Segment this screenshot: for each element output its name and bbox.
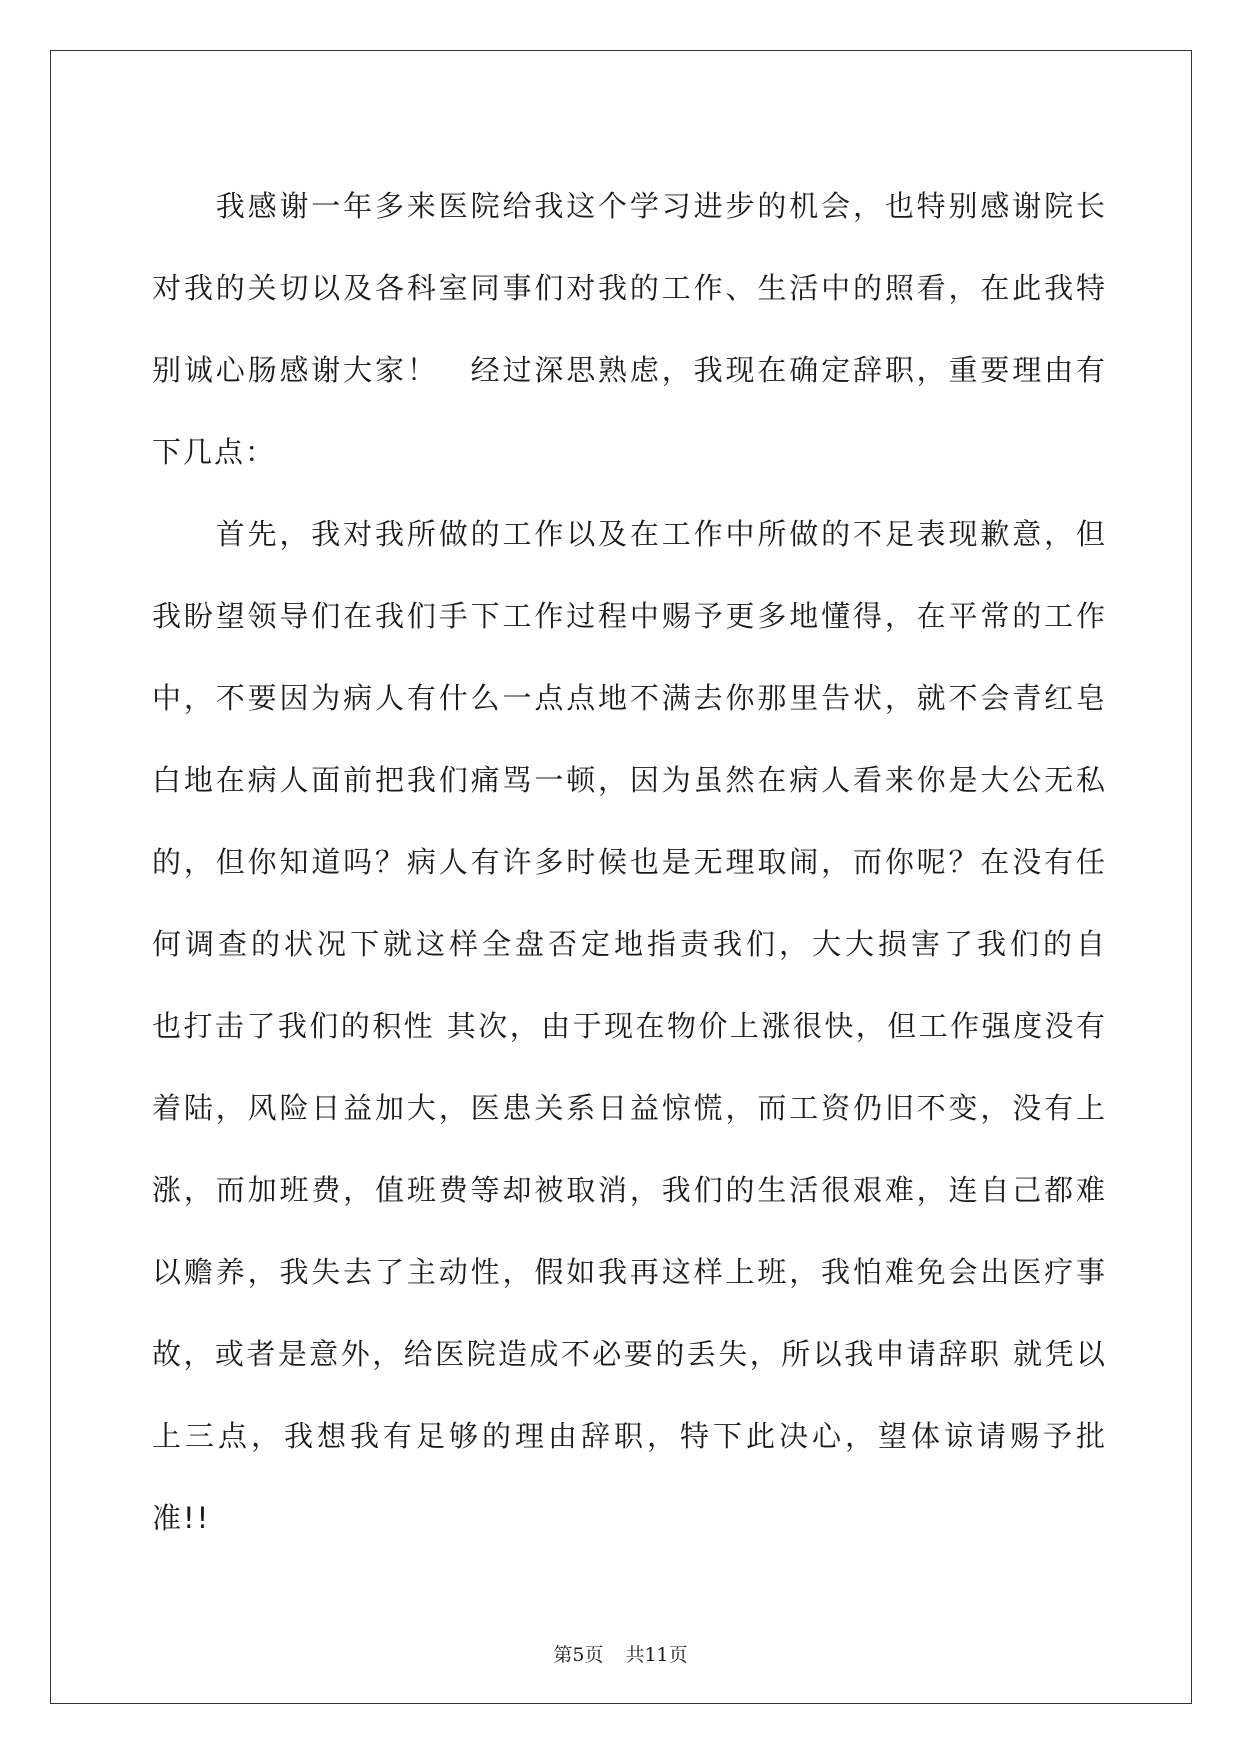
text-line: 涨，而加班费，值班费等却被取消，我们的生活很艰难，连自己都难 [152,1173,1107,1207]
text-line: 着陆，风险日益加大，医患关系日益惊慌，而工资仍旧不变，没有上 [152,1091,1107,1125]
text-line: 我盼望领导们在我们手下工作过程中赐予更多地懂得，在平常的工作 [152,599,1107,633]
page-total: 共11页 [625,1644,688,1666]
text-line: 故，或者是意外，给医院造成不必要的丢失，所以我申请辞职 就凭以 [152,1337,1107,1371]
text-line: 以赡养，我失去了主动性，假如我再这样上班，我怕难免会出医疗事 [152,1255,1107,1289]
text-line: 准!! [152,1501,211,1535]
text-line: 何调查的状况下就这样全盘否定地指责我们，大大损害了我们的自 [152,927,1107,961]
text-line: 我感谢一年多来医院给我这个学习进步的机会，也特别感谢院长 [152,189,1107,223]
page-number: 第5页 [553,1644,604,1666]
text-line: 下几点： [152,435,277,469]
text-line: 上三点，我想我有足够的理由辞职，特下此决心，望体谅请赐予批 [152,1419,1107,1453]
text-line: 白地在病人面前把我们痛骂一顿，因为虽然在病人看来你是大公无私 [152,763,1107,797]
body-text [152,165,1107,1559]
text-line: 对我的关切以及各科室同事们对我的工作、生活中的照看，在此我特 [152,271,1107,305]
text-line: 首先，我对我所做的工作以及在工作中所做的不足表现歉意，但 [152,517,1107,551]
text-line: 也打击了我们的积性 其次，由于现在物价上涨很快，但工作强度没有 [152,1009,1107,1043]
text-line: 的，但你知道吗？病人有许多时候也是无理取闹，而你呢？在没有任 [152,845,1107,879]
text-line: 别诚心肠感谢大家！ 经过深思熟虑，我现在确定辞职，重要理由有 [152,353,1107,387]
text-line: 中，不要因为病人有什么一点点地不满去你那里告状，就不会青红皂 [152,681,1107,715]
page-footer [0,1640,1241,1667]
